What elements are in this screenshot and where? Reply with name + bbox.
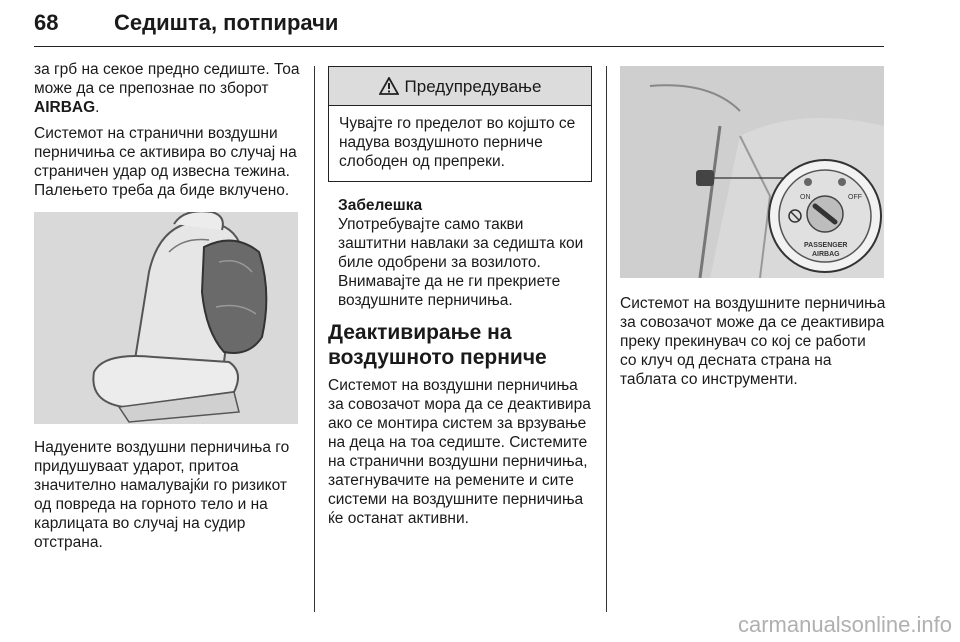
section-heading: Деактивирање на воздушното перниче [328, 321, 547, 369]
column-divider-1 [314, 66, 315, 612]
chapter-title: Седишта, потпирачи [114, 10, 339, 35]
column-3 [620, 60, 886, 396]
switch-on-label: ON [800, 194, 811, 201]
page-header [34, 4, 884, 47]
warning-header [329, 67, 591, 106]
deactivation-paragraph: Системот на воздушни перничиња за совозачот мора да се деактивира ако се монтира систем за врзување на деца на тоа седиште. Системите на странични воздушни перничиња, затегнувачите на ремените и сите системи на воздушните перничиња ќе останат активни. [328, 377, 591, 527]
warning-text: Чувајте го пределот во којшто се надува воздушното перниче слободен од препреки. [339, 115, 576, 170]
watermark: carmanualsonline.info [737, 612, 952, 637]
column-1 [34, 60, 300, 559]
warning-title: Предупредување [404, 76, 542, 96]
column-divider-2 [606, 66, 607, 612]
column-2 [328, 60, 592, 535]
passenger-label: PASSENGER [804, 242, 848, 249]
seat-illustration-icon [34, 212, 298, 424]
intro-paragraph: за грб на секое предно седиште. Тоа може да се препознае по зборот AIRBAG. [34, 61, 300, 116]
airbag-effect-paragraph: Надуените воздушни перничиња го придушуваат ударот, притоа значително намалувајќи го ризикот од повреда на горното тело и на карлицата во случај на судир отстрана. [34, 439, 290, 551]
page-number: 68 [34, 10, 59, 35]
airbag-word: AIRBAG [34, 99, 96, 116]
seat-airbag-illustration [34, 212, 298, 424]
warning-triangle-icon [379, 77, 399, 95]
note-text: Употребувајте само такви заштитни навлаки за седишта кои биле одобрени за возилото. Внимавајте да не ги прекриете воздушните перничиња. [338, 216, 584, 309]
switch-caption: Системот на воздушните перничиња за совозачот може да се деактивира преку прекинувач со кој се работи со клуч од десната страна на таблата со инструменти. [620, 295, 886, 388]
note-title: Забелешка [338, 197, 423, 214]
switch-off-label: OFF [848, 194, 862, 201]
warning-box [328, 66, 592, 182]
airbag-label: AIRBAG [812, 251, 840, 258]
airbag-switch-illustration [620, 66, 884, 278]
side-airbag-paragraph: Системот на странични воздушни перничиња се активира во случај на страничен удар од извесна тежина. Палењето треба да биде вклучено. [34, 125, 297, 199]
